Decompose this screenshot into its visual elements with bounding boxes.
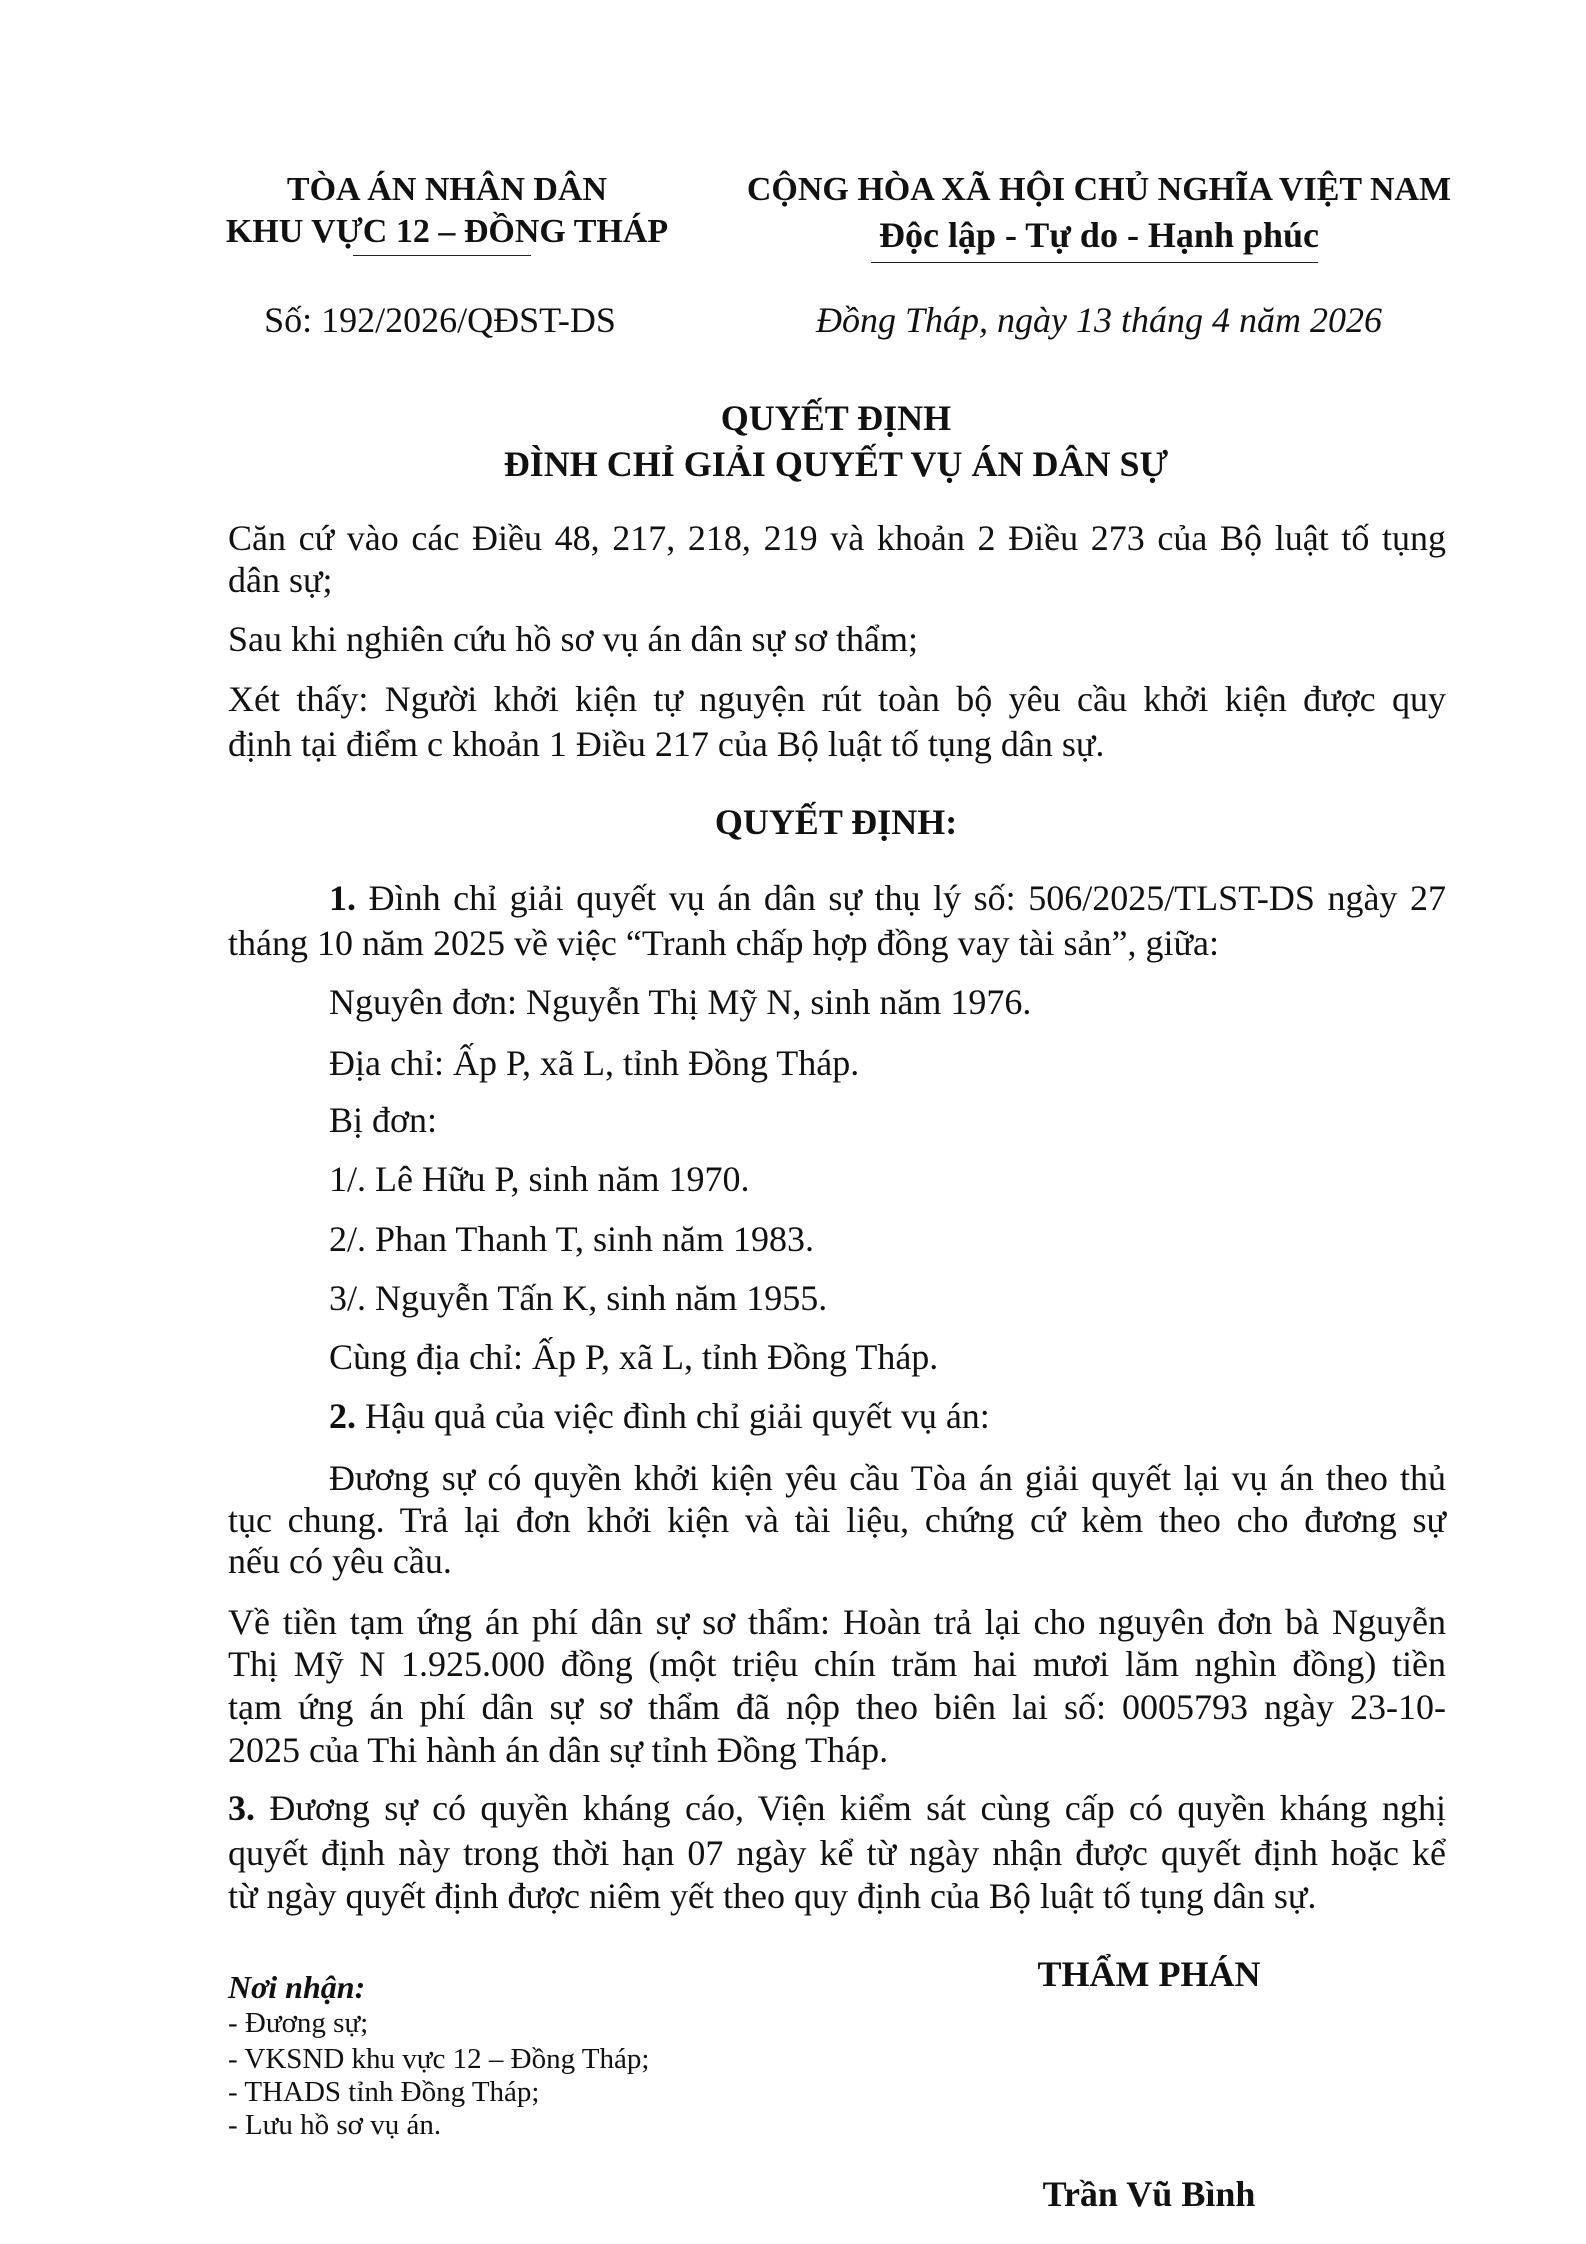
court-region-underline — [353, 255, 531, 256]
defendants-label: Bị đơn: — [329, 1100, 438, 1140]
fee-refund-line-1: Về tiền tạm ứng án phí dân sự sơ thẩm: Hoàn trả lại cho nguyên đơn bà Nguyễn — [228, 1602, 1446, 1642]
recipient-item: - Đương sự; — [228, 2007, 369, 2039]
consequence-line-2: tục chung. Trả lại đơn khởi kiện và tài liệu, chứng cứ kèm theo cho đương sự — [228, 1500, 1446, 1540]
signer-name: Trần Vũ Bình — [1042, 2174, 1256, 2214]
plaintiff-address: Địa chỉ: Ấp P, xã L, tỉnh Đồng Tháp. — [329, 1043, 860, 1083]
finding-line-1: Xét thấy: Người khởi kiện tự nguyện rút toàn bộ yêu cầu khởi kiện được quy — [228, 679, 1446, 719]
decision-item-3-text: Đương sự có quyền kháng cáo, Viện kiểm sát cùng cấp có quyền kháng nghị — [269, 1788, 1446, 1828]
recipient-item: - THADS tỉnh Đồng Tháp; — [228, 2076, 540, 2108]
recipient-item: - Lưu hồ sơ vụ án. — [228, 2109, 442, 2141]
document-number: Số: 192/2026/QĐST-DS — [264, 300, 616, 340]
decision-item-1-line-2: tháng 10 năm 2025 về việc “Tranh chấp hợp đồng vay tài sản”, giữa: — [228, 923, 1219, 963]
decision-heading: QUYẾT ĐỊNH: — [714, 802, 958, 842]
decision-item-2 — [329, 1395, 1446, 1437]
decision-item-3-line-3: từ ngày quyết định được niêm yết theo quy định của Bộ luật tố tụng dân sự. — [228, 1876, 1317, 1916]
fee-refund-line-2: Thị Mỹ N 1.925.000 đồng (một triệu chín trăm hai mươi lăm nghìn đồng) tiền — [228, 1644, 1446, 1684]
national-motto: Độc lập - Tự do - Hạnh phúc — [878, 215, 1320, 255]
recipient-item: - VKSND khu vực 12 – Đồng Tháp; — [228, 2043, 650, 2075]
plaintiff: Nguyên đơn: Nguyễn Thị Mỹ N, sinh năm 1976. — [329, 982, 1032, 1022]
defendant-3: 3/. Nguyễn Tấn K, sinh năm 1955. — [329, 1278, 828, 1318]
consequence-line-3: nếu có yêu cầu. — [228, 1541, 452, 1581]
decision-item-3-line-2: quyết định này trong thời hạn 07 ngày kể từ ngày nhận được quyết định hoặc kể — [228, 1833, 1446, 1873]
defendant-2: 2/. Phan Thanh T, sinh năm 1983. — [329, 1219, 814, 1259]
fee-refund-line-4: 2025 của Thi hành án dân sự tỉnh Đồng Tháp. — [228, 1730, 889, 1770]
recipients-label: Nơi nhận: — [228, 1969, 366, 2005]
legal-basis-line-2: dân sự; — [228, 560, 333, 600]
decision-item-3-number: 3. — [228, 1788, 255, 1828]
signer-title: THẨM PHÁN — [1037, 1954, 1261, 1994]
motto-underline — [871, 262, 1318, 263]
issue-place-date: Đồng Tháp, ngày 13 tháng 4 năm 2026 — [816, 300, 1382, 340]
legal-basis-line-1: Căn cứ vào các Điều 48, 217, 218, 219 và khoản 2 Điều 273 của Bộ luật tố tụng — [228, 518, 1446, 558]
document-title: QUYẾT ĐỊNH — [720, 398, 952, 438]
decision-item-1-number: 1. — [329, 878, 356, 918]
defendants-address: Cùng địa chỉ: Ấp P, xã L, tỉnh Đồng Tháp. — [329, 1337, 939, 1377]
consequence-line-1: Đương sự có quyền khởi kiện yêu cầu Tòa án giải quyết lại vụ án theo thủ — [329, 1458, 1446, 1498]
court-region: KHU VỰC 12 – ĐỒNG THÁP — [225, 213, 669, 250]
decision-item-2-number: 2. — [329, 1396, 356, 1436]
document-subtitle: ĐÌNH CHỈ GIẢI QUYẾT VỤ ÁN DÂN SỰ — [503, 444, 1169, 484]
country-name: CỘNG HÒA XÃ HỘI CHỦ NGHĨA VIỆT NAM — [746, 171, 1452, 208]
decision-item-3-line-1 — [228, 1787, 1446, 1829]
finding-line-2: định tại điểm c khoản 1 Điều 217 của Bộ luật tố tụng dân sự. — [228, 724, 1105, 764]
decision-item-1-line-1 — [329, 877, 1446, 919]
fee-refund-line-3: tạm ứng án phí dân sự sơ thẩm đã nộp theo biên lai số: 0005793 ngày 23-10- — [228, 1687, 1446, 1727]
review-statement: Sau khi nghiên cứu hồ sơ vụ án dân sự sơ thẩm; — [228, 619, 919, 659]
decision-item-2-text: Hậu quả của việc đình chỉ giải quyết vụ án: — [365, 1396, 990, 1436]
decision-item-1-text: Đình chỉ giải quyết vụ án dân sự thụ lý số: 506/2025/TLST-DS ngày 27 — [368, 878, 1446, 918]
defendant-1: 1/. Lê Hữu P, sinh năm 1970. — [329, 1159, 750, 1199]
court-name: TÒA ÁN NHÂN DÂN — [286, 171, 608, 208]
